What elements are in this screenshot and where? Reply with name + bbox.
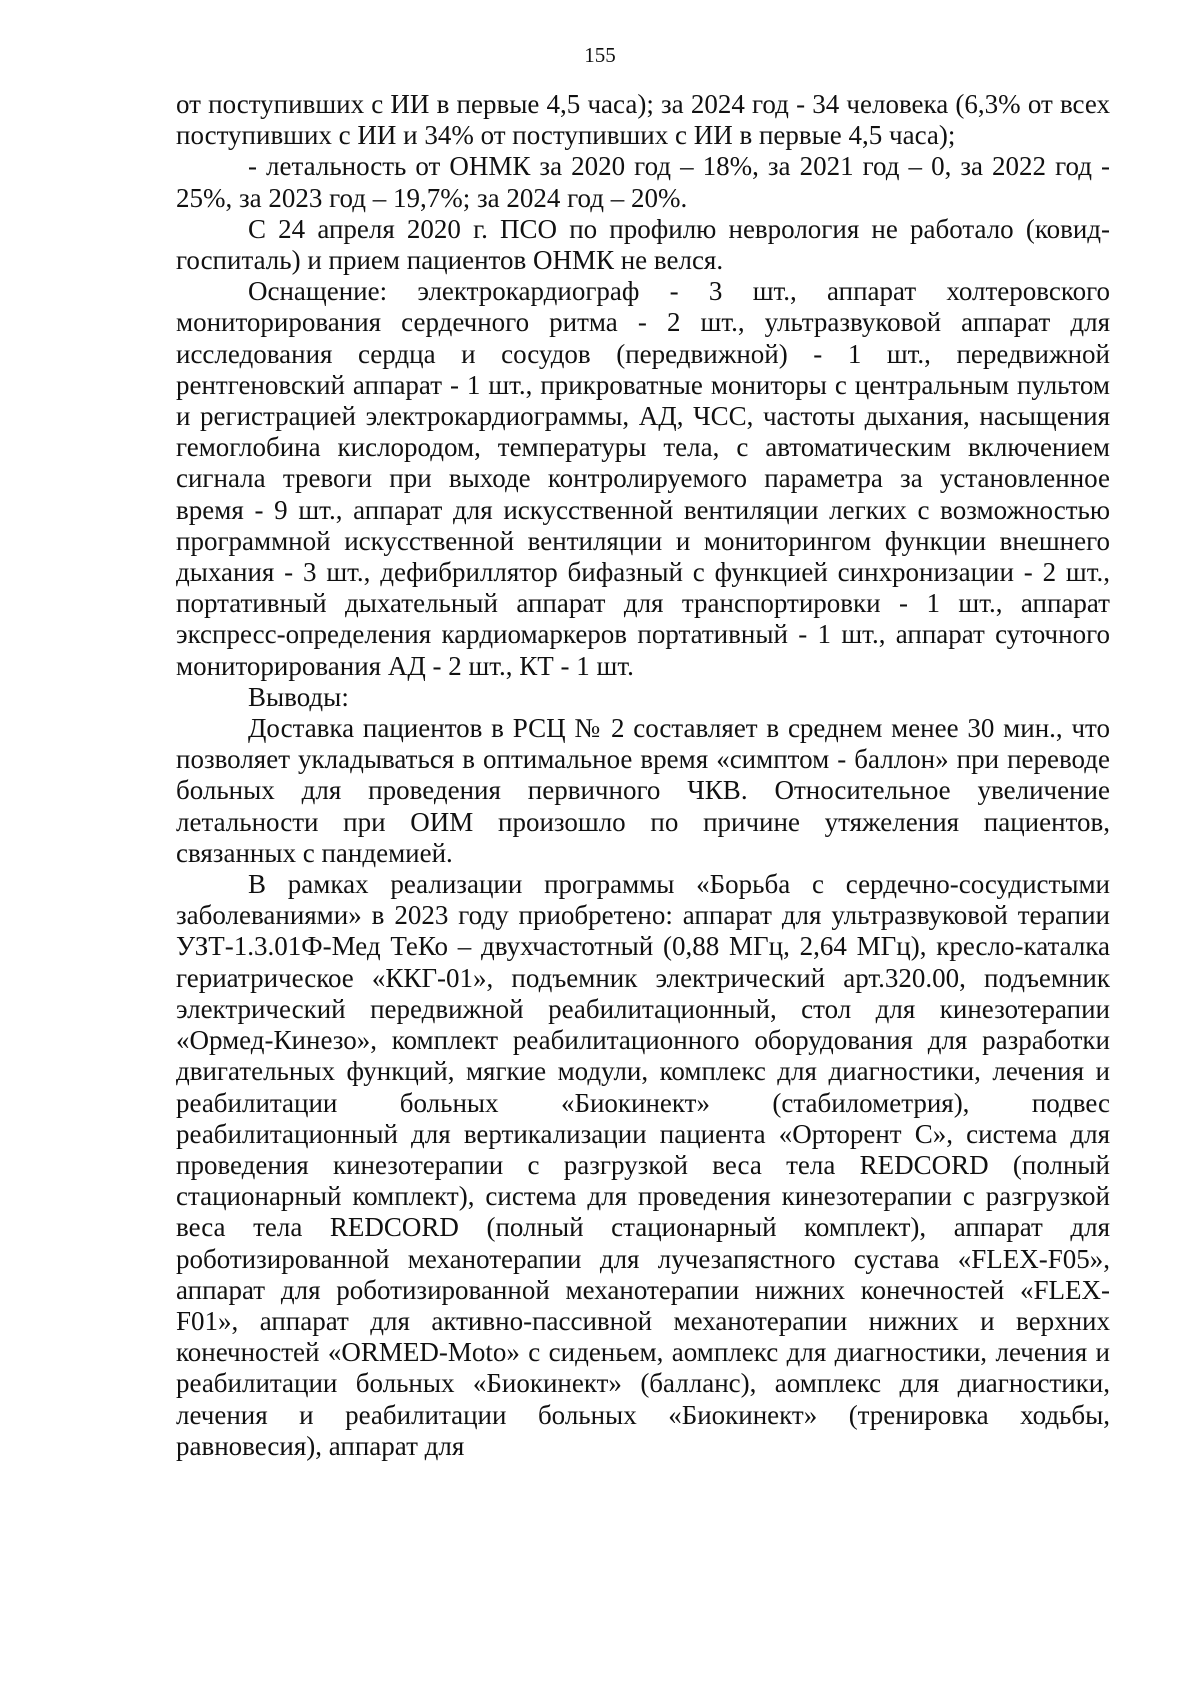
- paragraph-patient-delivery: Доставка пациентов в РСЦ № 2 составляет в среднем менее 30 мин., что позволяет укладываться в оптимальное время «симптом - баллон» при переводе больных для проведения первичного ЧКВ. Относительное увеличение летальности при ОИМ произошло по причине утяжеления пациентов, связанных с пандемией.: [176, 713, 1110, 868]
- paragraph-conclusions-heading: Выводы:: [248, 681, 349, 712]
- paragraph-stroke-thrombolysis-continuation: от поступивших с ИИ в первые 4,5 часа); за 2024 год - 34 человека (6,3% от всех поступивших с ИИ и 34% от поступивших с ИИ в первые 4,5 часа);: [176, 89, 1110, 151]
- paragraph-covid-hospital: С 24 апреля 2020 г. ПСО по профилю неврология не работало (ковид-госпиталь) и прием пациентов ОНМК не велся.: [176, 213, 1110, 276]
- paragraph-equipment: Оснащение: электрокардиограф - 3 шт., аппарат холтеровского мониторирования сердечного ритма - 2 шт., ультразвуковой аппарат для исследования сердца и сосудов (передвижной) - 1 шт., передвижной рентгеновский аппарат - 1 шт., прикроватные мониторы с центральным пультом и регистрацией электрокардиограммы, АД, ЧСС, частоты дыхания, насыщения гемоглобина кислородом, температуры тела, с автоматическим включением сигнала тревоги при выходе контролируемого параметра за установленное время - 9 шт., аппарат для искусственной вентиляции легких с возможностью программной искусственной вентиляции и мониторингом функции внешнего дыхания - 3 шт., дефибриллятор бифазный с функцией синхронизации - 2 шт., портативный дыхательный аппарат для транспортировки - 1 шт., аппарат экспресс-определения кардиомаркеров портативный - 1 шт., аппарат суточного мониторирования АД - 2 шт., КТ - 1 шт.: [176, 276, 1110, 681]
- page-number: 155: [584, 43, 616, 67]
- document-body: [176, 89, 1110, 1462]
- paragraph-onmk-mortality: - летальность от ОНМК за 2020 год – 18%, за 2021 год – 0, за 2022 год - 25%, за 2023 год – 19,7%; за 2024 год – 20%.: [176, 151, 1110, 213]
- paragraph-program-purchases: В рамках реализации программы «Борьба с сердечно-сосудистыми заболеваниями» в 2023 году приобретено: аппарат для ультразвуковой терапии УЗТ-1.3.01Ф-Мед ТеКо – двухчастотный (0,88 МГц, 2,64 МГц), кресло-каталка гериатрическое «ККГ-01», подъемник электрический арт.320.00, подъемник электрический передвижной реабилитационный, стол для кинезотерапии «Ормед-Кинезо», комплект реабилитационного оборудования для разработки двигательных функций, мягкие модули, комплекс для диагностики, лечения и реабилитации больных «Биокинект» (стабилометрия), подвес реабилитационный для вертикализации пациента «Орторент С», система для проведения кинезотерапии с разгрузкой веса тела REDCORD (полный стационарный комплект), система для проведения кинезотерапии с разгрузкой веса тела REDCORD (полный стационарный комплект), аппарат для роботизированной механотерапии для лучезапястного сустава «FLEX-F05», аппарат для роботизированной механотерапии нижних конечностей «FLEX-F01», аппарат для активно-пассивной механотерапии нижних и верхних конечностей «ORMED-Moto» с сиденьем, аомплекс для диагностики, лечения и реабилитации больных «Биокинект» (балланс), аомплекс для диагностики, лечения и реабилитации больных «Биокинект» (тренировка ходьбы, равновесия), аппарат для: [176, 869, 1110, 1461]
